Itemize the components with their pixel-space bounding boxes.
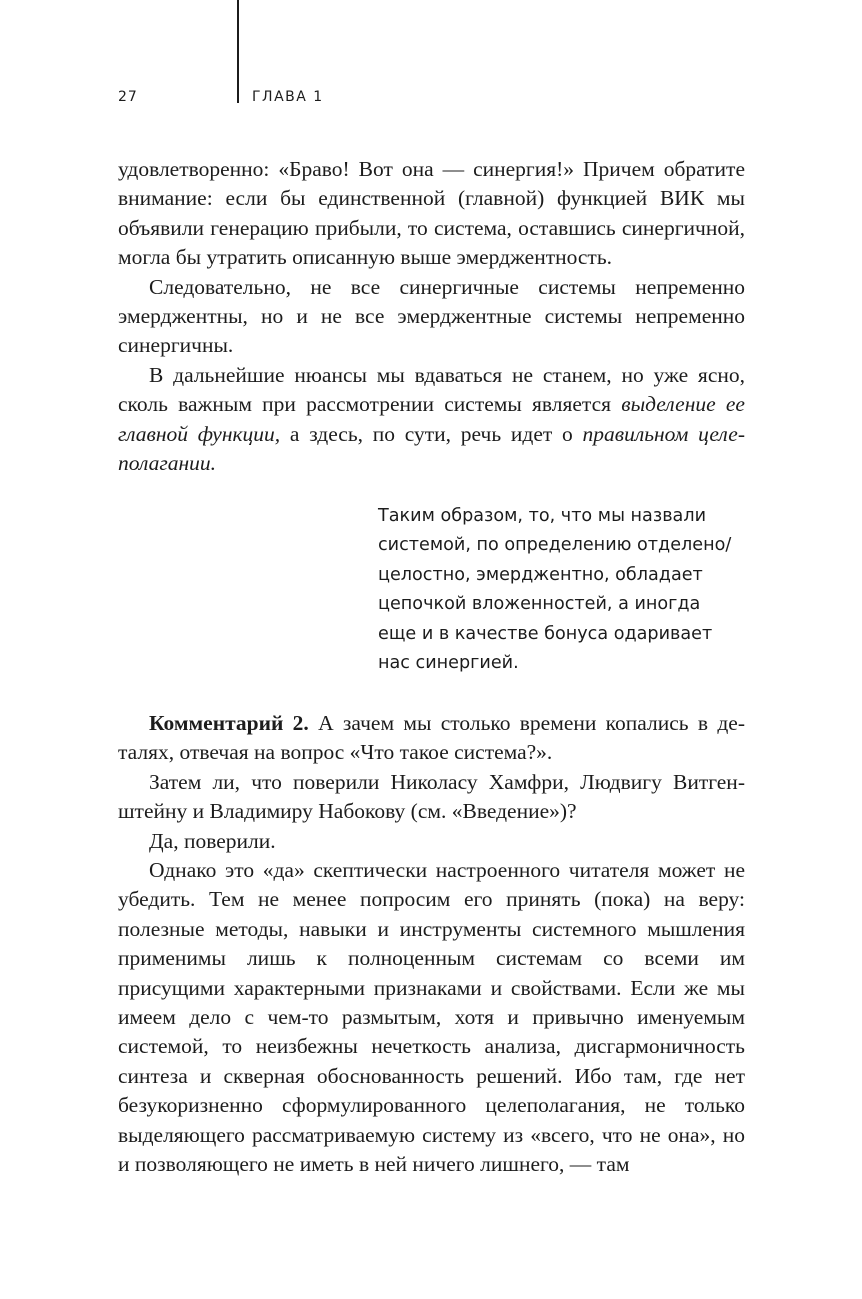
page-number: 27 xyxy=(118,89,138,105)
text-run: В дальнейшие нюансы мы вдаваться не станем, но уже ясно, сколь важным при рассмотрении системы является xyxy=(118,362,745,417)
paragraph: Следовательно, не все синергичные системы непременно эмерджентны, но и не все эмерджентные системы непременно синергичны. xyxy=(118,274,745,358)
emphasis-text: правильном целеполагании. xyxy=(118,421,745,476)
paragraph xyxy=(118,361,745,479)
paragraph: Да, поверили. xyxy=(149,828,276,853)
text-run: а здесь, по сути, речь идет о xyxy=(280,421,583,446)
pull-quote xyxy=(378,502,758,678)
chapter-title: ГЛАВА 1 xyxy=(252,89,324,105)
paragraph: удовлетворенно: «Браво! Вот она — синергия!» Причем обратите внимание: если бы единственной (главной) функцией ВИК мы объявили генерацию прибыли, то система, оставшись синергичной, могла бы утратить описанную выше эмерджентность. xyxy=(118,157,745,270)
pull-quote-line: целостно, эмерджентно, обладает xyxy=(378,564,703,585)
header-vertical-rule xyxy=(237,0,239,103)
paragraph: Однако это «да» скептически настроенного читателя может не убедить. Тем не менее попросим его принять (пока) на веру: полезные методы, навыки и инструменты системного мышления применимы лишь к полноценным системам со всеми им присущими характерными признаками и свойствами. Если же мы имеем дело с чем-то размытым, хотя и привычно именуемым системой, то неизбежны нечеткость анализа, дисгармоничность синтеза и скверная обоснованность решений. Ибо там, где нет безукоризненно сформулированного целеполагания, не только выделяющего рассматриваемую систему из «всего, что не она», но и позволяющего не иметь в ней ничего лишнего, — там xyxy=(118,858,745,1177)
pull-quote-line: Таким образом, то, что мы назвали xyxy=(378,506,707,526)
pull-quote-line: еще и в качестве бонуса одаривает xyxy=(378,623,713,644)
body-text-top xyxy=(118,155,745,478)
emphasis-text: выделение ее главной функции, xyxy=(118,392,745,446)
text-run: А зачем мы столько времени копались в деталях, отвечая на вопрос «Что такое система?». xyxy=(118,711,745,765)
paragraph xyxy=(118,709,745,768)
pull-quote-line: нас синергией. xyxy=(378,653,519,674)
paragraph: Затем ли, что поверили Николасу Хамфри, Людвигу Витгенштейну и Владимиру Набокову (см. «Введение»)? xyxy=(118,769,745,824)
comment-heading: Комментарий 2. xyxy=(149,711,309,735)
body-text-bottom xyxy=(118,709,745,1180)
pull-quote-line: цепочкой вложенностей, а иногда xyxy=(378,594,701,615)
pull-quote-line: системой, по определению отделено/ xyxy=(378,535,732,556)
